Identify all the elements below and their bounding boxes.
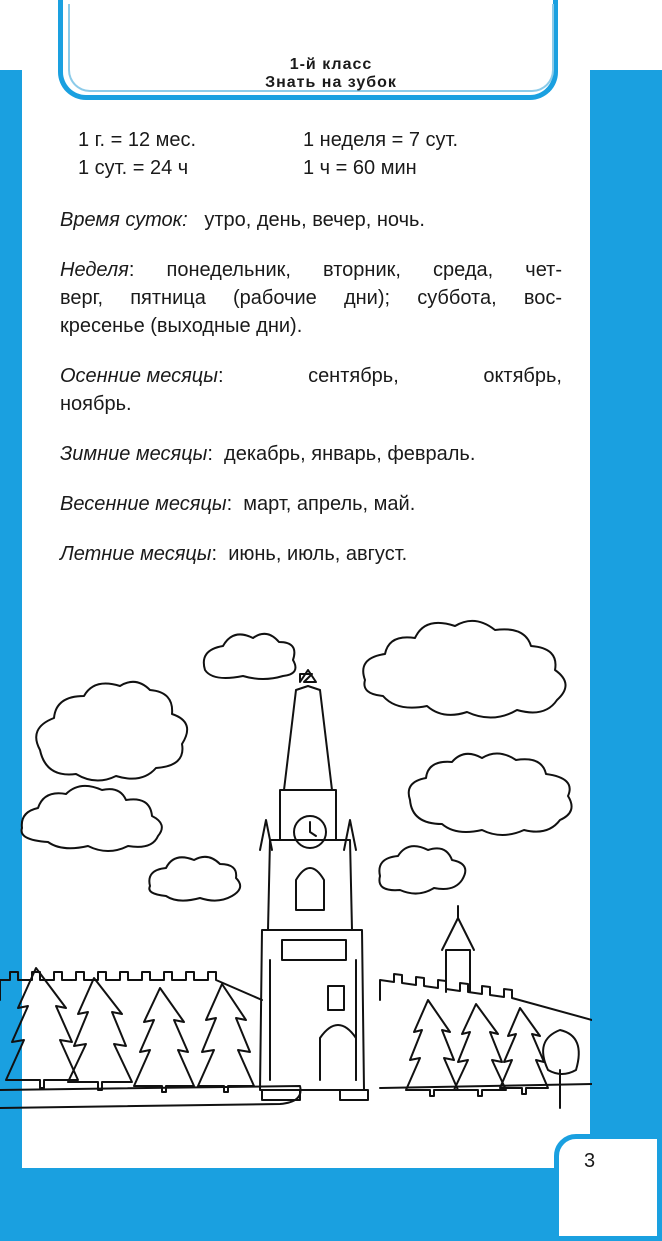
fir-trees-icon (6, 968, 254, 1092)
cloud-icon (149, 857, 240, 901)
term-text: верг, пятница (рабочие дни); суббота, вос- (60, 287, 562, 309)
term-label: Летние месяцы (60, 543, 212, 565)
kremlin-tower-illustration (0, 600, 592, 1120)
term-text: : март, апрель, май. (226, 493, 416, 515)
right-border-bar (590, 70, 662, 1180)
page-title (0, 56, 662, 92)
cloud-icon (22, 786, 162, 851)
term-text: : июнь, июль, август. (211, 543, 408, 565)
month-name: сентябрь, (308, 365, 399, 387)
term-text: : понедельник, вторник, среда, чет- (128, 259, 562, 281)
colon: : (217, 365, 224, 387)
summer-paragraph (60, 540, 562, 568)
term-label: Время суток: (60, 209, 188, 231)
units-row (60, 154, 562, 182)
spring-paragraph (60, 490, 562, 518)
cloud-icon (409, 753, 572, 835)
cloud-icon (363, 621, 565, 718)
term-label: Зимние месяцы (60, 443, 208, 465)
term-label: Неделя (60, 259, 129, 281)
page-number-box (554, 1134, 662, 1241)
wall-icon (380, 974, 592, 1020)
section-title: Знать на зубок (265, 74, 397, 91)
main-content (60, 126, 562, 568)
month-name: октябрь, (483, 365, 562, 387)
units-row (60, 126, 562, 154)
term-label: Весенние месяцы (60, 493, 227, 515)
week-paragraph (60, 256, 562, 340)
term-text: : декабрь, январь, февраль. (207, 443, 476, 465)
autumn-paragraph (60, 362, 562, 418)
winter-paragraph (60, 440, 562, 468)
month-name: ноябрь. (60, 393, 132, 415)
cloud-icon (379, 846, 465, 893)
unit-fact: 1 ч = 60 мин (303, 157, 417, 179)
grade-label: 1-й класс (289, 56, 373, 73)
term-text: кресенье (выходные дни). (60, 315, 303, 337)
times-of-day-paragraph (60, 206, 562, 234)
fir-trees-right-icon (406, 1000, 579, 1108)
spasskaya-tower-icon (260, 670, 368, 1100)
page-number: 3 (584, 1150, 596, 1172)
unit-fact: 1 сут. = 24 ч (78, 157, 189, 179)
cloud-icon (204, 634, 296, 679)
small-tower-icon (442, 906, 474, 992)
unit-fact: 1 г. = 12 мес. (78, 129, 197, 151)
term-text: утро, день, вечер, ночь. (204, 209, 425, 231)
term-label: Осенние месяцы (60, 365, 218, 387)
ground-icon (0, 1086, 301, 1108)
unit-fact: 1 неделя = 7 сут. (303, 129, 459, 151)
cloud-icon (36, 682, 187, 781)
